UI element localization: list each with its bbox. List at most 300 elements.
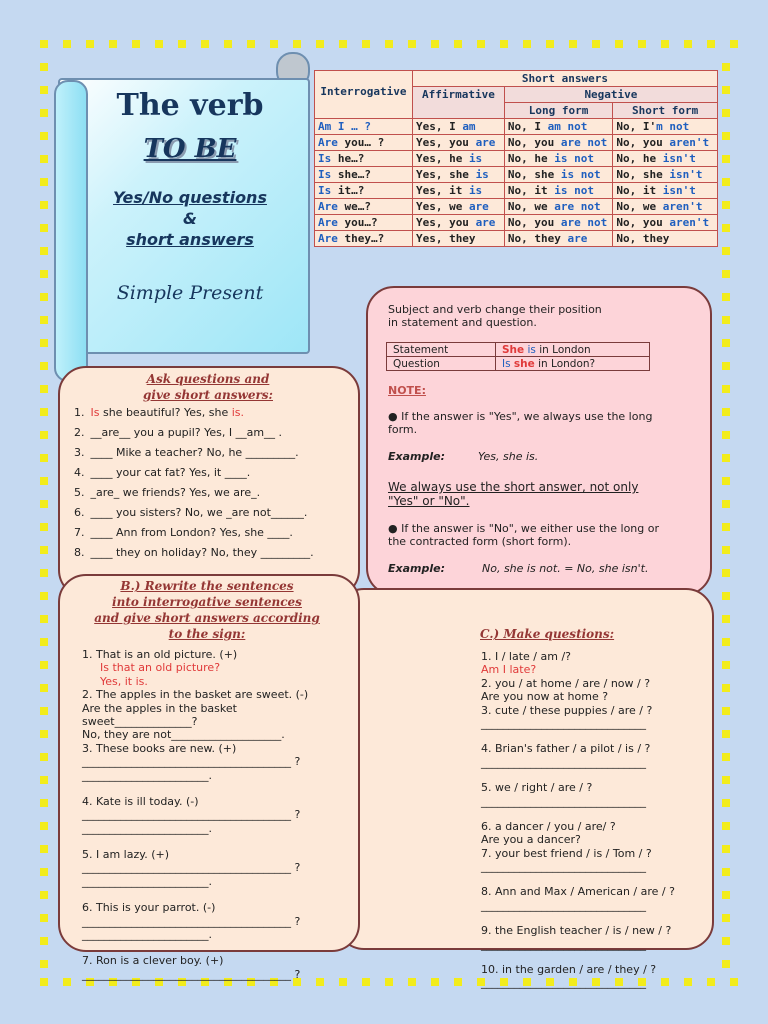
border-dot xyxy=(722,339,730,347)
cell-text: Yes, you xyxy=(415,136,476,149)
table-body xyxy=(315,119,718,247)
border-dot xyxy=(224,40,232,48)
table-cell xyxy=(613,215,718,231)
yes-rule-line-1: ● If the answer is "Yes", we always use the long xyxy=(388,410,653,423)
cell-highlight: are not xyxy=(554,200,601,213)
cell-highlight: they…? xyxy=(337,232,385,245)
border-dot xyxy=(730,978,738,986)
tense-label: Simple Present xyxy=(116,282,264,304)
table-cell xyxy=(412,215,504,231)
no-rule-line-1: ● If the answer is "No", we either use the long or xyxy=(388,522,659,535)
exercise-line: ______________________________ xyxy=(481,716,646,730)
border-dot xyxy=(408,40,416,48)
exercise-line: ______________________________________ ? xyxy=(82,967,301,981)
exercise-line: 4. Brian's father / a pilot / is / ? xyxy=(481,742,651,756)
border-dot xyxy=(722,385,730,393)
exercise-line: 5. I am lazy. (+) xyxy=(82,848,169,862)
border-dot xyxy=(40,960,48,968)
statement-subject: She xyxy=(502,343,525,356)
rule-intro-line-2: in statement and question. xyxy=(388,316,537,329)
table-row xyxy=(315,231,718,247)
border-dot xyxy=(454,978,462,986)
table-cell xyxy=(412,231,504,247)
cell-highlight: we…? xyxy=(337,200,371,213)
topic-line-1: Yes/No questions xyxy=(113,188,267,207)
page-title: The verb xyxy=(116,88,264,123)
exercise-line: _______________________. xyxy=(82,768,212,782)
exercise-a-title-line-2: give short answers: xyxy=(143,388,273,402)
border-dot xyxy=(132,40,140,48)
table-cell xyxy=(613,151,718,167)
question-example xyxy=(496,357,650,371)
border-dot xyxy=(707,40,715,48)
border-dot xyxy=(431,40,439,48)
exercise-line: Is that an old picture? xyxy=(100,661,221,675)
cell-text: No, they xyxy=(616,232,670,245)
short-answers-table xyxy=(314,70,718,247)
exercise-line: Are you now at home ? xyxy=(481,690,609,704)
border-dot xyxy=(362,978,370,986)
exercise-b-title-line-2: into interrogative sentences xyxy=(112,595,302,609)
border-dot xyxy=(431,978,439,986)
item-text: _are_ we friends? Yes, we are_. xyxy=(90,486,261,499)
cell-highlight: isn't xyxy=(662,152,696,165)
example-label-yes: Example: xyxy=(388,450,445,463)
border-dot xyxy=(247,40,255,48)
border-dot xyxy=(40,914,48,922)
cell-text: Yes, we xyxy=(415,200,469,213)
item-text: ____ Mike a teacher? No, he _________. xyxy=(90,446,299,459)
topic-line-3: short answers xyxy=(126,230,254,249)
border-dot xyxy=(722,132,730,140)
border-dot xyxy=(40,86,48,94)
header-short-form: Short form xyxy=(613,103,718,119)
exercise-line: ______________________________________ ? xyxy=(82,808,301,822)
border-dot xyxy=(40,477,48,485)
cell-text: No, she xyxy=(616,168,670,181)
border-dot xyxy=(722,270,730,278)
list-item xyxy=(74,486,354,506)
item-text: Is xyxy=(90,406,100,419)
border-dot xyxy=(40,684,48,692)
table-cell xyxy=(315,119,413,135)
exercise-line: 10. in the garden / are / they / ? xyxy=(481,963,657,977)
cell-text: Yes, it xyxy=(415,184,469,197)
cell-highlight: you…? xyxy=(337,216,378,229)
table-cell xyxy=(315,151,413,167)
border-dot xyxy=(500,40,508,48)
exercise-line: 3. These books are new. (+) xyxy=(82,741,237,755)
question-rest: in London? xyxy=(534,357,596,370)
cell-highlight: are xyxy=(567,232,588,245)
border-dot xyxy=(722,569,730,577)
topic-heading xyxy=(84,187,296,250)
cell-text: Are xyxy=(318,216,338,229)
cell-highlight: am xyxy=(462,120,476,133)
border-dot xyxy=(40,385,48,393)
cell-highlight: is not xyxy=(554,184,594,197)
cell-highlight: are xyxy=(468,200,489,213)
cell-text: Are xyxy=(318,200,338,213)
exercise-line: 6. This is your parrot. (-) xyxy=(82,901,216,915)
border-dot xyxy=(661,40,669,48)
border-dot xyxy=(722,109,730,117)
border-dot xyxy=(722,615,730,623)
exercise-line: Am I late? xyxy=(481,663,537,677)
border-dot xyxy=(722,661,730,669)
cell-highlight: is xyxy=(475,168,489,181)
exercise-line: ______________________________________ ? xyxy=(82,755,301,769)
border-dot xyxy=(40,592,48,600)
table-cell xyxy=(315,215,413,231)
header-short-answers: Short answers xyxy=(412,71,717,87)
exercise-line: Yes, it is. xyxy=(100,674,148,688)
cell-text: Are xyxy=(318,232,338,245)
border-dot xyxy=(722,960,730,968)
cell-text: Yes, he xyxy=(415,152,469,165)
statement-question-table xyxy=(386,342,650,371)
note-label: NOTE: xyxy=(388,384,426,397)
no-example: No, she is not. = No, she isn't. xyxy=(482,562,649,575)
border-dot xyxy=(316,40,324,48)
cell-text: No, she xyxy=(507,168,561,181)
border-dot xyxy=(722,937,730,945)
exercise-line: 1. I / late / am /? xyxy=(481,650,572,663)
border-dot xyxy=(40,408,48,416)
item-text: she beautiful? Yes, she xyxy=(99,406,232,419)
cell-text: Am I … ? xyxy=(318,120,371,133)
table-cell xyxy=(613,183,718,199)
table-cell xyxy=(613,199,718,215)
border-dot xyxy=(40,247,48,255)
cell-text: No, you xyxy=(507,216,561,229)
cell-text: Yes, you xyxy=(415,216,476,229)
yes-rule xyxy=(388,410,688,436)
list-item xyxy=(74,506,354,526)
table-row xyxy=(315,135,718,151)
border-dot xyxy=(722,155,730,163)
exercise-line: ______________________________________ ? xyxy=(82,861,301,875)
item-text: ____ they on holiday? No, they _________. xyxy=(90,546,314,559)
list-item xyxy=(74,526,354,546)
rules-box xyxy=(366,286,712,596)
border-dot xyxy=(722,316,730,324)
statement-example xyxy=(496,343,650,357)
cell-highlight: it…? xyxy=(331,184,365,197)
table-row xyxy=(315,199,718,215)
border-dot xyxy=(722,454,730,462)
border-dot xyxy=(722,408,730,416)
table-cell xyxy=(504,215,612,231)
border-dot xyxy=(155,40,163,48)
border-dot xyxy=(40,339,48,347)
cell-text: Are xyxy=(318,136,338,149)
table-row xyxy=(315,215,718,231)
border-dot xyxy=(707,978,715,986)
rule-intro xyxy=(388,303,602,329)
border-dot xyxy=(454,40,462,48)
exercise-line: _______________________. xyxy=(82,874,212,888)
border-dot xyxy=(730,40,738,48)
cell-text: No, you xyxy=(507,136,561,149)
table-cell xyxy=(412,151,504,167)
border-dot xyxy=(722,799,730,807)
no-rule xyxy=(388,522,698,548)
cell-highlight: you… ? xyxy=(337,136,385,149)
table-cell xyxy=(613,135,718,151)
table-cell xyxy=(613,231,718,247)
table-cell xyxy=(504,231,612,247)
yes-rule-line-2: form. xyxy=(388,423,418,436)
border-dot xyxy=(592,40,600,48)
cell-highlight: are xyxy=(475,136,496,149)
table-cell xyxy=(412,135,504,151)
border-dot xyxy=(40,569,48,577)
border-dot xyxy=(339,40,347,48)
border-dot xyxy=(40,431,48,439)
border-dot xyxy=(722,224,730,232)
table-cell xyxy=(504,135,612,151)
item-text: ____ Ann from London? Yes, she ____. xyxy=(90,526,293,539)
border-dot xyxy=(40,661,48,669)
table-cell xyxy=(613,119,718,135)
cell-highlight: m not xyxy=(656,120,690,133)
exercise-line: sweet______________? xyxy=(82,714,198,728)
exercise-line: ______________________________ xyxy=(481,860,646,874)
cell-highlight: isn't xyxy=(669,168,703,181)
border-dot xyxy=(722,868,730,876)
border-dot xyxy=(40,316,48,324)
border-dot xyxy=(722,730,730,738)
scroll-roll-left xyxy=(54,80,88,382)
table-cell xyxy=(315,167,413,183)
border-dot xyxy=(40,978,48,986)
table-cell xyxy=(504,119,612,135)
cell-highlight: are not xyxy=(560,216,608,229)
statement-rest: in London xyxy=(535,343,591,356)
exercise-line: 6. a dancer / you / are/ ? xyxy=(481,819,616,833)
border-dot xyxy=(722,477,730,485)
question-subject: she xyxy=(513,357,535,370)
item-text: 3. xyxy=(74,446,85,459)
exercise-line: _______________________. xyxy=(82,928,212,942)
exercise-b-title-line-4: to the sign: xyxy=(168,627,246,641)
table-row xyxy=(315,167,718,183)
cell-text: No, you xyxy=(616,136,670,149)
cell-highlight: aren't xyxy=(669,136,710,149)
border-dot xyxy=(40,201,48,209)
question-label: Question xyxy=(387,357,496,371)
table-cell xyxy=(412,199,504,215)
item-text: ____ your cat fat? Yes, it ____. xyxy=(90,466,251,479)
table-cell xyxy=(315,135,413,151)
rule-intro-line-1: Subject and verb change their position xyxy=(388,303,602,316)
table-cell xyxy=(412,119,504,135)
cell-highlight: are xyxy=(475,216,496,229)
cell-text: No, we xyxy=(616,200,663,213)
always-line-1: We always use the short answer, not only xyxy=(388,480,639,494)
exercise-c-list xyxy=(481,650,696,1002)
border-dot xyxy=(40,753,48,761)
border-dot xyxy=(523,40,531,48)
border-dot xyxy=(722,707,730,715)
cell-text: Is xyxy=(318,152,332,165)
border-dot xyxy=(201,40,209,48)
item-text: 7. xyxy=(74,526,85,539)
table-cell xyxy=(504,183,612,199)
border-dot xyxy=(722,592,730,600)
exercise-line: 7. your best friend / is / Tom / ? xyxy=(481,846,652,860)
border-dot xyxy=(722,247,730,255)
item-text: 2. xyxy=(74,426,85,439)
cell-highlight: aren't xyxy=(669,216,710,229)
header-negative: Negative xyxy=(504,87,717,103)
header-interrogative: Interrogative xyxy=(315,71,413,119)
item-text: is. xyxy=(231,406,245,419)
exercise-line: 8. Ann and Max / American / are / ? xyxy=(481,885,675,899)
cell-text: No, he xyxy=(507,152,555,165)
exercise-line: 1. That is an old picture. (+) xyxy=(82,648,238,661)
border-dot xyxy=(722,546,730,554)
exercise-line: ______________________________ xyxy=(481,794,646,808)
border-dot xyxy=(40,224,48,232)
exercise-b-list xyxy=(82,648,347,981)
border-dot xyxy=(40,845,48,853)
border-dot xyxy=(40,638,48,646)
question-verb: Is xyxy=(502,357,511,370)
item-text: 6. xyxy=(74,506,85,519)
border-dot xyxy=(40,500,48,508)
list-item xyxy=(74,406,354,426)
yes-example: Yes, she is. xyxy=(478,450,539,463)
example-label-no: Example: xyxy=(388,562,445,575)
cell-highlight: isn't xyxy=(662,184,696,197)
border-dot xyxy=(408,978,416,986)
list-item xyxy=(74,446,354,466)
border-dot xyxy=(722,201,730,209)
always-line-2: "Yes" or "No". xyxy=(388,494,470,508)
border-dot xyxy=(63,40,71,48)
exercise-line: 5. we / right / are / ? xyxy=(481,781,593,795)
cell-highlight: are not xyxy=(560,136,608,149)
table-cell xyxy=(504,199,612,215)
list-item xyxy=(74,466,354,486)
exercise-b-title xyxy=(72,578,342,642)
border-dot xyxy=(546,40,554,48)
border-dot xyxy=(86,40,94,48)
border-dot xyxy=(270,40,278,48)
border-dot xyxy=(40,730,48,738)
cell-highlight: she…? xyxy=(331,168,371,181)
exercise-line: 9. the English teacher / is / new / ? xyxy=(481,924,672,938)
border-dot xyxy=(722,776,730,784)
border-dot xyxy=(40,707,48,715)
table-row xyxy=(315,151,718,167)
exercise-a-title xyxy=(120,371,296,403)
border-dot xyxy=(722,293,730,301)
header-long-form: Long form xyxy=(504,103,612,119)
border-dot xyxy=(40,776,48,784)
border-dot xyxy=(722,178,730,186)
cell-text: No, he xyxy=(616,152,663,165)
border-dot xyxy=(40,109,48,117)
cell-text: No, we xyxy=(507,200,555,213)
header-affirmative: Affirmative xyxy=(412,87,504,119)
exercise-b-title-line-1: B.) Rewrite the sentences xyxy=(120,579,294,593)
border-dot xyxy=(40,178,48,186)
cell-text: No, they xyxy=(507,232,568,245)
border-dot xyxy=(722,362,730,370)
cell-text: No, I' xyxy=(616,120,657,133)
item-text: 1. xyxy=(74,406,85,419)
exercise-line: ______________________________ xyxy=(481,898,646,912)
cell-highlight: aren't xyxy=(662,200,703,213)
border-dot xyxy=(40,155,48,163)
border-dot xyxy=(385,40,393,48)
border-dot xyxy=(40,937,48,945)
cell-text: No, it xyxy=(507,184,555,197)
cell-highlight: is xyxy=(468,152,483,165)
border-dot xyxy=(684,40,692,48)
item-text: 8. xyxy=(74,546,85,559)
cell-text: Yes, they xyxy=(415,232,476,245)
table-cell xyxy=(315,183,413,199)
exercise-b-title-line-3: and give short answers according xyxy=(94,611,320,625)
border-dot xyxy=(722,822,730,830)
border-dot xyxy=(40,270,48,278)
border-dot xyxy=(40,63,48,71)
border-dot xyxy=(722,891,730,899)
cell-text: Yes, she xyxy=(415,168,476,181)
border-dot xyxy=(722,500,730,508)
border-dot xyxy=(40,40,48,48)
border-dot xyxy=(722,86,730,94)
cell-highlight: he…? xyxy=(331,152,365,165)
statement-verb: is xyxy=(527,343,536,356)
border-dot xyxy=(40,822,48,830)
border-dot xyxy=(477,40,485,48)
exercise-a-list xyxy=(74,406,354,566)
exercise-line: ______________________________________ ? xyxy=(82,914,301,928)
exercise-a-title-line-1: Ask questions and xyxy=(146,372,270,386)
cell-highlight: is not xyxy=(560,168,601,181)
border-dot xyxy=(722,523,730,531)
exercise-line: 3. cute / these puppies / are / ? xyxy=(481,703,653,717)
exercise-line: ______________________________ xyxy=(481,755,646,769)
table-cell xyxy=(504,167,612,183)
exercise-line: 7. Ron is a clever boy. (+) xyxy=(82,954,224,968)
list-item xyxy=(74,546,354,566)
border-dot xyxy=(722,63,730,71)
table-cell xyxy=(315,231,413,247)
exercise-line: 2. you / at home / are / now / ? xyxy=(481,676,651,690)
table-cell xyxy=(613,167,718,183)
border-dot xyxy=(40,293,48,301)
statement-label: Statement xyxy=(387,343,496,357)
border-dot xyxy=(40,454,48,462)
table-cell xyxy=(412,183,504,199)
border-dot xyxy=(615,40,623,48)
cell-highlight: is xyxy=(468,184,483,197)
exercise-c-title: C.) Make questions: xyxy=(480,627,615,641)
cell-highlight: is not xyxy=(554,152,594,165)
border-dot xyxy=(722,845,730,853)
cell-text: Yes, I xyxy=(415,120,463,133)
border-dot xyxy=(569,40,577,48)
cell-text: Is xyxy=(318,184,332,197)
border-dot xyxy=(362,40,370,48)
border-dot xyxy=(40,615,48,623)
